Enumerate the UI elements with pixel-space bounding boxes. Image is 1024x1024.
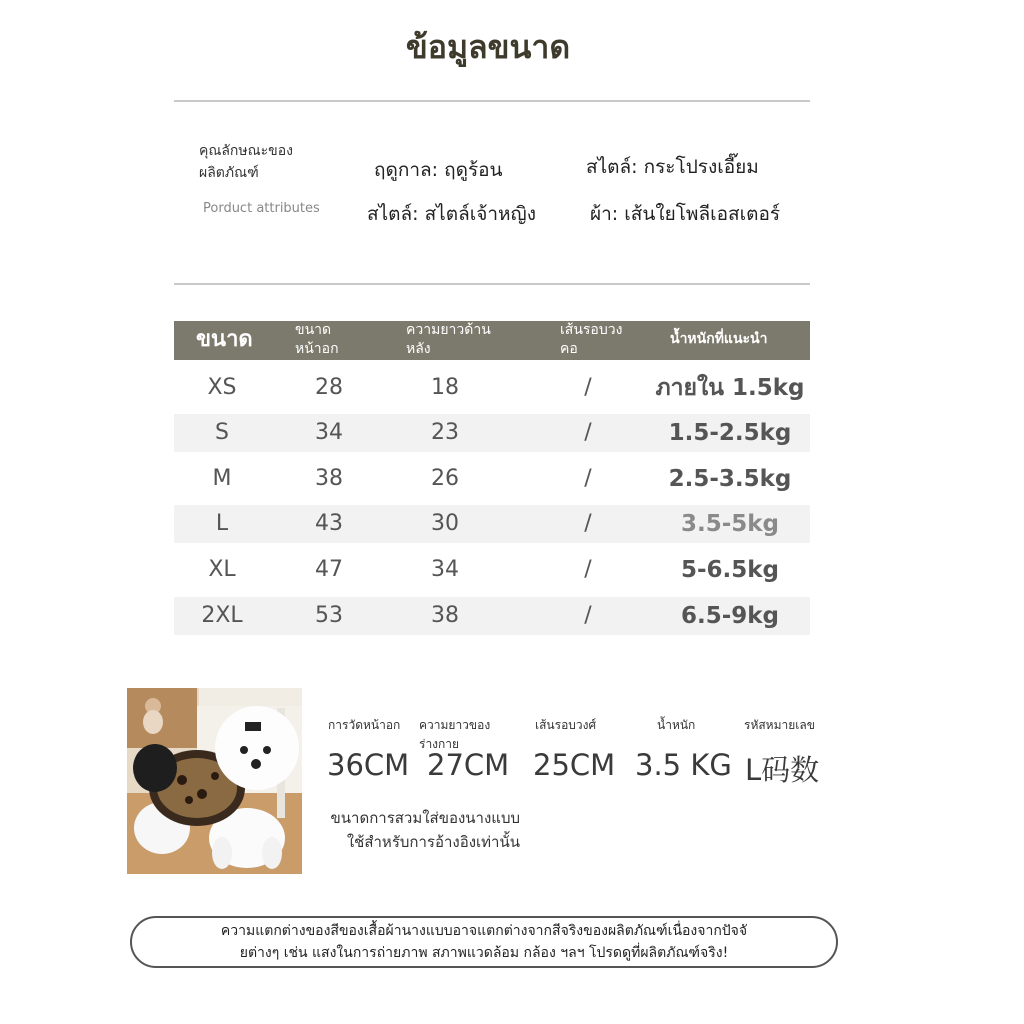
model-body-length-value: 27CM (427, 748, 510, 782)
cell-size: S (215, 420, 229, 445)
cell-neck: / (584, 375, 592, 400)
cell-size: XL (208, 557, 236, 582)
model-code-value: L码数 (745, 753, 820, 787)
model-weight-value: 3.5 KG (635, 748, 732, 782)
cell-back: 38 (431, 603, 459, 628)
cell-back: 26 (431, 466, 459, 491)
cell-back: 34 (431, 557, 459, 582)
cell-chest: 43 (315, 511, 343, 536)
disclaimer-line1: ความแตกต่างของสีของเสื้อผ้านางแบบอาจแตกต่างจากสีจริงของผลิตภัณฑ์เนื่องจากปัจจั (220, 923, 748, 939)
cell-chest: 47 (315, 557, 343, 582)
divider-top (174, 100, 810, 102)
cell-neck: / (584, 466, 592, 491)
cell-weight: 1.5-2.5kg (668, 420, 792, 446)
divider-middle (174, 283, 810, 285)
cell-neck: / (584, 557, 592, 582)
cell-size: 2XL (201, 603, 243, 628)
cell-chest: 34 (315, 420, 343, 445)
model-neck-label: เส้นรอบวงศ์ (535, 718, 597, 732)
cell-back: 30 (431, 511, 459, 536)
model-chest-label: การวัดหน้าอก (328, 718, 401, 732)
cell-back: 18 (431, 375, 459, 400)
cell-neck: / (584, 511, 592, 536)
attr-style-overall: สไตล์: กระโปรงเอี๊ยม (586, 156, 759, 178)
cell-weight: 6.5-9kg (680, 603, 780, 629)
cell-chest: 53 (315, 603, 343, 628)
cell-weight: 2.5-3.5kg (668, 466, 792, 492)
table-row (174, 597, 810, 635)
cell-weight: 3.5-5kg (680, 511, 780, 537)
header-size: ขนาด (196, 327, 253, 352)
model-photo (127, 688, 302, 874)
table-row (174, 551, 810, 589)
cell-neck: / (584, 420, 592, 445)
size-table-header (174, 321, 810, 360)
cell-size: L (215, 511, 229, 536)
model-weight-label: น้ำหนัก (657, 718, 696, 732)
table-row (174, 414, 810, 452)
model-note-line2: ใช้สำหรับการอ้างอิงเท่านั้น (346, 833, 520, 851)
disclaimer-line2: ยต่างๆ เช่น แสงในการถ่ายภาพ สภาพแวดล้อม กล้อง ฯลฯ โปรดดูที่ผลิตภัณฑ์จริง! (239, 945, 729, 961)
attributes-label-en: Porduct attributes (203, 201, 320, 216)
attr-season: ฤดูกาล: ฤดูร้อน (374, 159, 503, 181)
disclaimer-box (130, 916, 838, 968)
cell-chest: 38 (315, 466, 343, 491)
attr-style-princess: สไตล์: สไตล์เจ้าหญิง (367, 203, 536, 225)
model-chest-value: 36CM (327, 748, 410, 782)
header-neck: เส้นรอบวงคอ (560, 322, 623, 357)
table-row (174, 505, 810, 543)
cell-neck: / (584, 603, 592, 628)
header-chest: ขนาดหน้าอก (295, 322, 339, 357)
cell-weight: ภายใน 1.5kg (655, 375, 805, 401)
cell-back: 23 (431, 420, 459, 445)
model-code-label: รหัสหมายเลข (744, 718, 815, 732)
header-weight: น้ำหนักที่แนะนำ (670, 331, 768, 347)
model-body-length-label: ความยาวของร่างกาย (419, 718, 491, 751)
page-title: ข้อมูลขนาด (405, 28, 571, 66)
header-back-length: ความยาวด้านหลัง (406, 322, 491, 357)
cell-weight: 5-6.5kg (680, 557, 780, 583)
attributes-label-th: คุณลักษณะของผลิตภัณฑ์ (199, 143, 293, 181)
model-note-line1: ขนาดการสวมใส่ของนางแบบ (330, 809, 520, 827)
table-row (174, 460, 810, 498)
cell-chest: 28 (315, 375, 343, 400)
model-note (320, 806, 520, 854)
cell-size: XS (207, 375, 237, 400)
table-row (174, 369, 810, 407)
attr-fabric: ผ้า: เส้นใยโพลีเอสเตอร์ (590, 203, 781, 225)
cell-size: M (212, 466, 232, 491)
model-neck-value: 25CM (533, 748, 616, 782)
